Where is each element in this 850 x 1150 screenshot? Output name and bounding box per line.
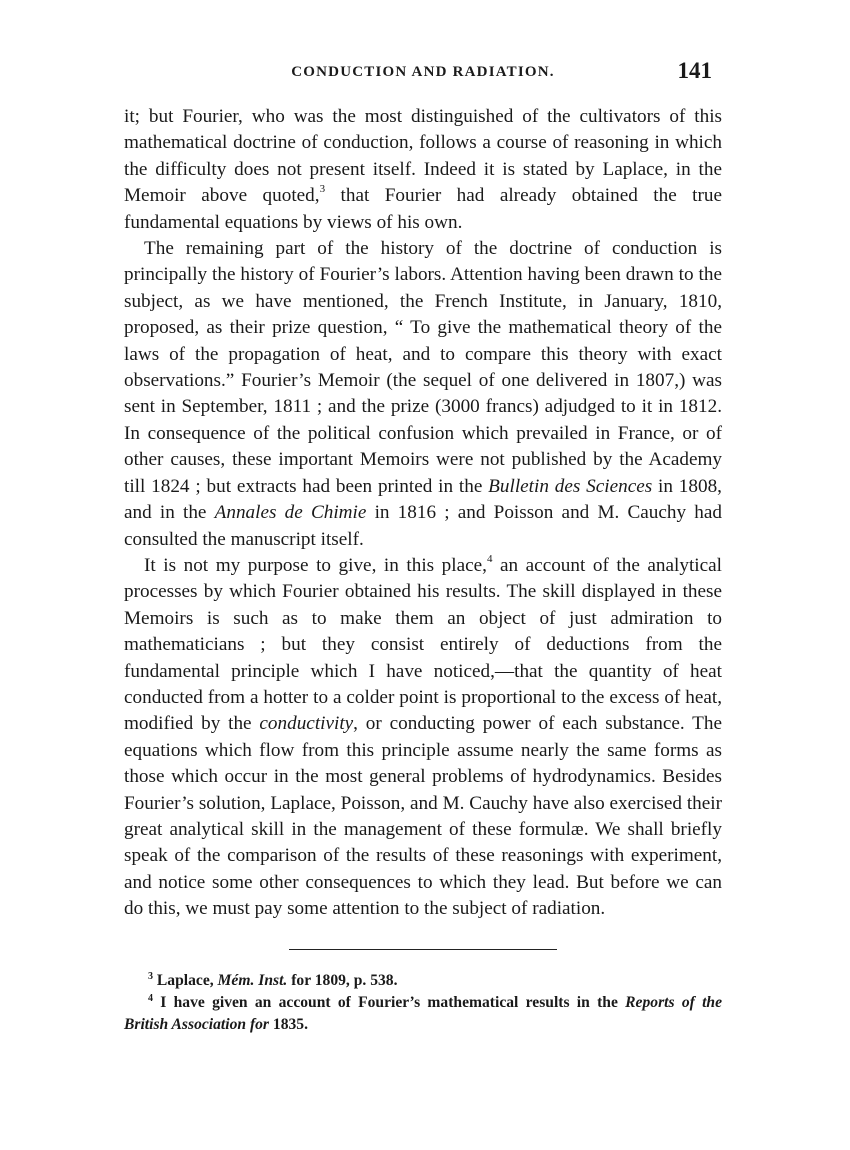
running-title: CONDUCTION AND RADIATION.: [291, 64, 555, 80]
text-run: Laplace,: [153, 971, 218, 989]
text-run: that Fourier had already obtained the true fundamental equations by views of his own.: [124, 185, 722, 233]
text-run: The remaining part of the history of the doctrine of conduction is principally the history of Fourier’s labors. Attention having been drawn to the subject, as we have mentioned, the French Institute, in January, 1810, proposed, as their prize question, “ To give the mathematical theory of the laws of the propagation of heat, and to compare this theory with exact observations.” Fourier’s Memoir (the sequel of one delivered in 1807,) was sent in September, 1811 ; and the prize (3000 francs) adjudged to it in 1812. In consequence of the political confusion which prevailed in France, or of other causes, these important Memoirs were not published by the Academy till 1824 ; but extracts had been printed in the: [124, 238, 722, 497]
text-run: in 1816 ; and Poisson and M. Cauchy had consulted the manuscript itself.: [124, 502, 722, 550]
text-run: It is not my purpose to give, in this place,: [144, 554, 487, 576]
text-run: I have given an account of Fourier’s mathematical results in the: [153, 993, 626, 1011]
footnote-4: [124, 992, 722, 1036]
italic-text: Annales de Chimie: [214, 502, 367, 524]
italic-text: Bulletin des Sciences: [488, 475, 653, 497]
footnote-ref: 3: [319, 182, 326, 195]
text-run: it; but Fourier, who was the most distinguished of the cultivators of this mathematical doctrine of conduction, follows a course of reasoning in which the difficulty does not present itself. Indeed it is stated by Laplace, in the Memoir above quoted,: [124, 106, 722, 207]
footnote-number: 4: [148, 992, 153, 1004]
paragraph-prize-history: [124, 236, 722, 553]
italic-text: conductivity: [259, 713, 354, 735]
text-run: 1835.: [269, 1015, 308, 1033]
italic-text: Reports of the British Association for: [124, 993, 722, 1033]
paragraph-continuation: [124, 104, 722, 236]
page-number: 141: [677, 58, 712, 83]
text-run: , or conducting power of each substance. The equations which flow from this principle assume nearly the same forms as those which occur in the most general problems of hydrodynamics. Besides Fourier’s solution, Laplace, Poisson, and M. Cauchy have also exercised their great analytical skill in the management of these formulæ. We shall briefly speak of the comparison of the results of these reasonings with experiment, and notice some other consequences to which they lead. But before we can do this, we must pay some attention to the subject of radiation.: [124, 713, 722, 920]
text-run: for 1809, p. 538.: [287, 971, 398, 989]
text-run: an account of the analytical processes by which Fourier obtained his results. The skill displayed in these Memoirs is such as to make them an object of just admiration to mathematicians ; but they consist entirely of deductions from the fundamental principle which I have noticed,—that the quantity of heat conducted from a hotter to a colder point is proportional to the excess of heat, modified by the: [124, 554, 722, 735]
paragraph-analytical-processes: [124, 553, 722, 923]
book-page: [124, 58, 722, 1036]
text-run: in 1808, and in the: [124, 475, 722, 524]
footnote-number: 3: [148, 970, 153, 982]
footnote-3: [124, 970, 722, 992]
running-head: [124, 58, 722, 92]
italic-text: Mém. Inst.: [217, 971, 288, 989]
footnote-ref: 4: [486, 552, 493, 565]
body-text: [124, 104, 722, 923]
footnote-divider: [289, 949, 557, 950]
footnotes: [124, 970, 722, 1036]
